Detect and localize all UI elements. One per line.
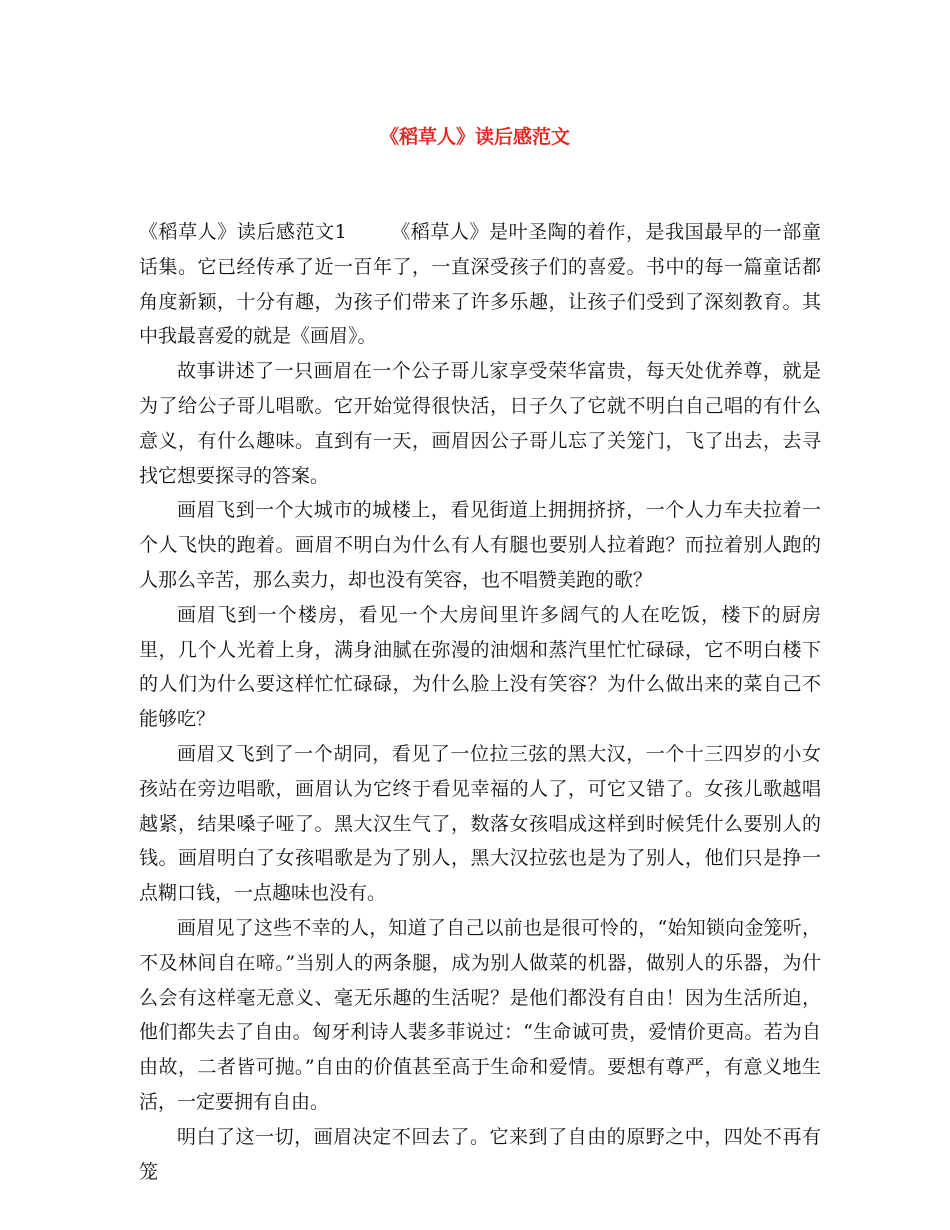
document-body <box>139 215 821 1189</box>
paragraph-7: 明白了这一切，画眉决定不回去了。它来到了自由的原野之中，四处不再有笼 <box>139 1125 821 1183</box>
paragraph-4: 画眉飞到一个楼房，看见一个大房间里许多阔气的人在吃饭，楼下的厨房里，几个人光着上身，满身油腻在弥漫的油烟和蒸汽里忙忙碌碌，它不明白楼下的人们为什么要这样忙忙碌碌，为什么脸上没有笑容？为什么做出来的菜自己不能够吃？ <box>139 603 821 731</box>
paragraph-5: 画眉又飞到了一个胡同，看见了一位拉三弦的黑大汉，一个十三四岁的小女孩站在旁边唱歌，画眉认为它终于看见幸福的人了，可它又错了。女孩儿歌越唱越紧，结果嗓子哑了。黑大汉生气了，数落女孩唱成这样到时候凭什么要别人的钱。画眉明白了女孩唱歌是为了别人，黑大汉拉弦也是为了别人，他们只是挣一点糊口钱，一点趣味也没有。 <box>139 742 821 905</box>
document-title: 《稻草人》读后感范文 <box>379 126 570 148</box>
paragraph-1-text: 《稻草人》是叶圣陶的着作，是我国最早的一部童话集。它已经传承了近一百年了，一直深受孩子们的喜爱。书中的每一篇童话都角度新颖，十分有趣，为孩子们带来了许多乐趣，让孩子们受到了深刻教育。其中我最喜爱的就是《画眉》。 <box>139 221 821 348</box>
paragraph-2: 故事讲述了一只画眉在一个公子哥儿家享受荣华富贵，每天处优养尊，就是为了给公子哥儿唱歌。它开始觉得很快活，日子久了它就不明白自己唱的有什么意义，有什么趣味。直到有一天，画眉因公子哥儿忘了关笼门，飞了出去，去寻找它想要探寻的答案。 <box>139 360 821 487</box>
paragraph-6: 画眉见了这些不幸的人，知道了自己以前也是很可怜的，“始知锁向金笼听，不及林间自在啼。”当别人的两条腿，成为别人做菜的机器，做别人的乐器，为什么会有这样毫无意义、毫无乐趣的生活呢？是他们都没有自由！因为生活所迫，他们都失去了自由。匈牙利诗人裴多菲说过：“生命诚可贵，爱情价更高。若为自由故，二者皆可抛。”自由的价值甚至高于生命和爱情。要想有尊严，有意义地生活，一定要拥有自由。 <box>139 916 821 1113</box>
intro-label: 《稻草人》读后感范文1 <box>139 221 347 243</box>
paragraph-3: 画眉飞到一个大城市的城楼上，看见街道上拥拥挤挤，一个人力车夫拉着一个人飞快的跑着。画眉不明白为什么有人有腿也要别人拉着跑？而拉着别人跑的人那么辛苦，那么卖力，却也没有笑容，也不唱赞美跑的歌？ <box>139 499 821 591</box>
paragraph-1 <box>139 215 821 354</box>
